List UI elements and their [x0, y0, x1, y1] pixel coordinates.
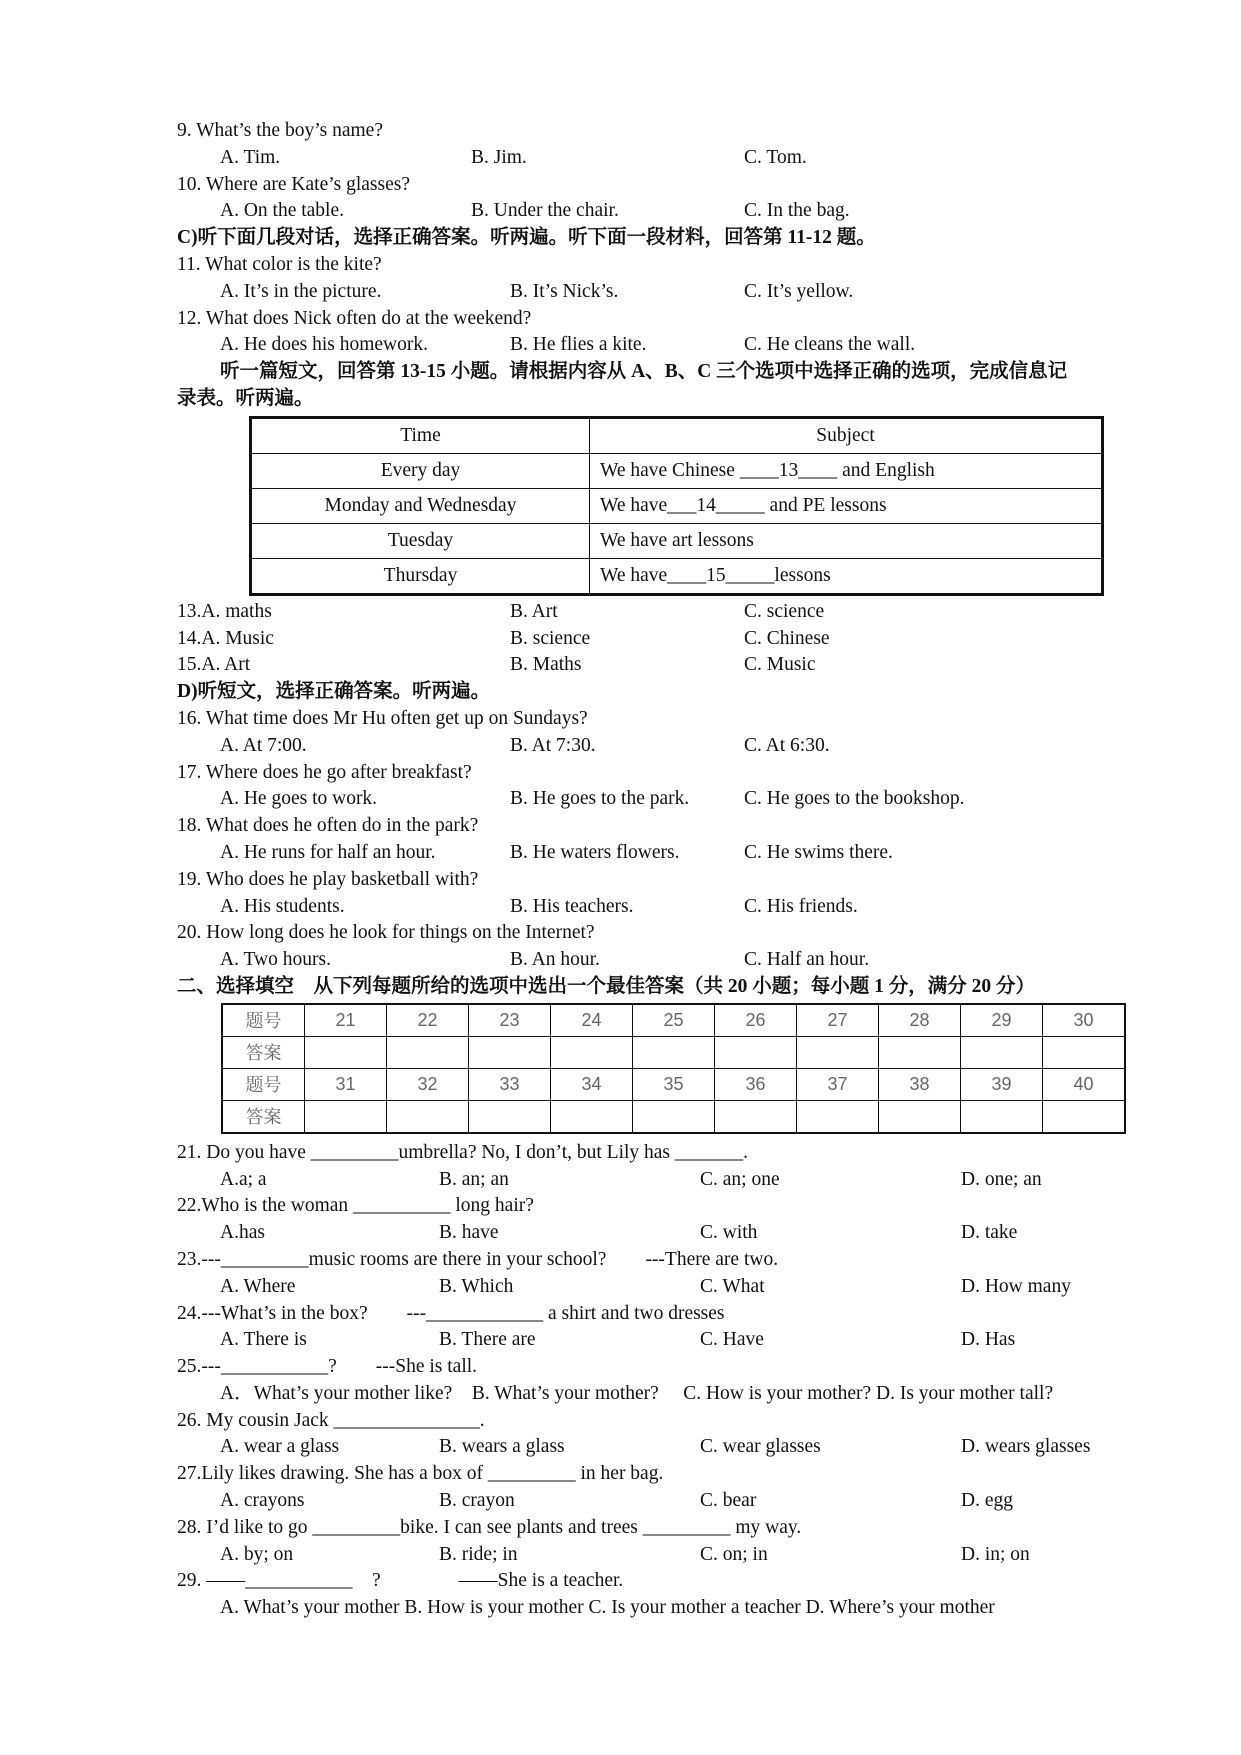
option-d: D. How many [961, 1275, 1071, 1297]
grid-answer-cell[interactable] [1043, 1036, 1126, 1068]
table-option-row [177, 652, 1177, 679]
option-a: A.a; a [220, 1168, 267, 1190]
grid-number-cell: 29 [961, 1004, 1043, 1037]
option-b: B. He goes to the park. [510, 788, 690, 810]
option-row [177, 840, 1177, 867]
grid-answer-cell[interactable] [797, 1100, 879, 1133]
question-stem: 19. Who does he play basketball with? [177, 868, 479, 890]
grid-number-cell: 28 [879, 1004, 961, 1037]
option-c: C. wear glasses [700, 1436, 821, 1458]
table-option-row [177, 599, 1177, 626]
time-cell: Monday and Wednesday [251, 488, 590, 523]
grid-answer-cell[interactable] [633, 1100, 715, 1133]
grid-answer-cell[interactable] [305, 1100, 387, 1133]
option-b: B. He flies a kite. [510, 334, 647, 356]
subject-cell: We have Chinese ____13____ and English [590, 453, 1103, 488]
question-stem: 18. What does he often do in the park? [177, 815, 479, 837]
answer-grid-number-row [222, 1068, 1125, 1100]
passage-heading-cont: 录表。听两遍。 [177, 387, 314, 409]
option-b: B. Which [439, 1275, 514, 1297]
time-cell: Tuesday [251, 523, 590, 558]
option-d: D. in; on [961, 1543, 1030, 1565]
table-option-a: 14.A. Music [177, 627, 274, 649]
option-row [177, 947, 1177, 974]
grid-answer-cell[interactable] [1043, 1100, 1126, 1133]
question-stem: 9. What’s the boy’s name? [177, 120, 383, 141]
option-c: C. Half an hour. [744, 949, 870, 971]
info-table-row [251, 523, 1103, 558]
answer-grid-answer-row [222, 1036, 1125, 1068]
grid-answer-cell[interactable] [633, 1036, 715, 1068]
grid-number-cell: 35 [633, 1068, 715, 1100]
option-a: A. crayons [220, 1490, 305, 1512]
option-row [177, 1274, 1177, 1301]
grid-number-cell: 22 [387, 1004, 469, 1037]
answer-grid [221, 1003, 1126, 1134]
grid-number-cell: 36 [715, 1068, 797, 1100]
question-stem: 16. What time does Mr Hu often get up on Sundays? [177, 707, 588, 729]
grid-number-cell: 33 [469, 1068, 551, 1100]
grid-number-cell: 37 [797, 1068, 879, 1100]
option-b: B. an; an [439, 1168, 509, 1190]
grid-answer-cell[interactable] [797, 1036, 879, 1068]
grid-number-cell: 23 [469, 1004, 551, 1037]
grid-label: 答案 [222, 1100, 305, 1133]
part2-heading: 二、选择填空 从下列每题所给的选项中选出一个最佳答案（共 20 小题；每小题 1 分，满分 20 分） [177, 975, 1036, 997]
grid-label: 题号 [222, 1004, 305, 1037]
option-b: B. He waters flowers. [510, 841, 680, 863]
option-a: A. He goes to work. [220, 788, 378, 810]
question-stem: 26. My cousin Jack _______________. [177, 1409, 485, 1431]
option-a: A. Two hours. [220, 949, 331, 971]
option-c: C. What [700, 1275, 765, 1297]
grid-answer-cell[interactable] [551, 1100, 633, 1133]
info-record-table [249, 416, 1104, 596]
grid-number-cell: 25 [633, 1004, 715, 1037]
option-row [177, 1434, 1177, 1461]
table-option-c: C. science [744, 600, 825, 622]
option-b: B. It’s Nick’s. [510, 280, 619, 302]
table-option-a: 13.A. maths [177, 600, 272, 622]
option-c: C. In the bag. [744, 200, 850, 222]
table-option-row [177, 626, 1177, 653]
option-a: A. He runs for half an hour. [220, 841, 436, 863]
question-stem: 25.---___________? ---She is tall. [177, 1356, 478, 1378]
question-stem: 23.---_________music rooms are there in your school? ---There are two. [177, 1248, 779, 1270]
option-b: B. crayon [439, 1490, 515, 1512]
option-b: B. Jim. [471, 146, 527, 168]
passage-heading: 听一篇短文，回答第 13-15 小题。请根据内容从 A、B、C 三个选项中选择正确的选项，完成信息记 [220, 361, 1068, 383]
option-d: D. wears glasses [961, 1436, 1091, 1458]
grid-number-cell: 32 [387, 1068, 469, 1100]
table-option-c: C. Music [744, 654, 816, 676]
option-a: A. Where [220, 1275, 296, 1297]
question-stem: 27.Lily likes drawing. She has a box of _________ in her bag. [177, 1463, 664, 1485]
option-c: C. on; in [700, 1543, 768, 1565]
question-stem: 11. What color is the kite? [177, 253, 382, 275]
option-c: C. He cleans the wall. [744, 334, 916, 356]
option-c: C. He goes to the bookshop. [744, 788, 965, 810]
table-option-b: B. Maths [510, 654, 582, 676]
table-option-c: C. Chinese [744, 627, 830, 649]
question-stem: 22.Who is the woman __________ long hair? [177, 1195, 534, 1217]
option-row [177, 1381, 1177, 1408]
grid-answer-cell[interactable] [469, 1100, 551, 1133]
option-c: C. with [700, 1222, 758, 1244]
grid-answer-cell[interactable] [387, 1036, 469, 1068]
option-row [177, 786, 1177, 813]
grid-number-cell: 24 [551, 1004, 633, 1037]
grid-number-cell: 39 [961, 1068, 1043, 1100]
grid-number-cell: 30 [1043, 1004, 1126, 1037]
multiple-choice-group [177, 1140, 1177, 1622]
grid-answer-cell[interactable] [387, 1100, 469, 1133]
grid-answer-cell[interactable] [879, 1036, 961, 1068]
option-c: C. It’s yellow. [744, 280, 854, 302]
section-c-heading: C)听下面几段对话，选择正确答案。听两遍。听下面一段材料，回答第 11-12 题。 [177, 227, 876, 249]
option-b: B. There are [439, 1329, 536, 1351]
option-line: A．What’s your mother like? B. What’s your mother? C. How is your mother? D. Is your mother tall? [220, 1382, 1054, 1404]
grid-number-cell: 31 [305, 1068, 387, 1100]
option-c: C. Have [700, 1329, 764, 1351]
option-c: C. He swims there. [744, 841, 893, 863]
question-stem: 24.---What’s in the box? ---____________ a shirt and two dresses [177, 1302, 725, 1324]
option-a: A. It’s in the picture. [220, 280, 382, 302]
grid-number-cell: 38 [879, 1068, 961, 1100]
subject-cell: We have art lessons [590, 523, 1103, 558]
option-a: A. There is [220, 1329, 307, 1351]
option-row [177, 894, 1177, 921]
time-cell: Thursday [251, 558, 590, 594]
table-option-a: 15.A. Art [177, 654, 251, 676]
subject-header: Subject [590, 417, 1103, 453]
question-stem: 28. I’d like to go _________bike. I can see plants and trees _________ my way. [177, 1516, 802, 1538]
option-d: D. one; an [961, 1168, 1042, 1190]
question-stem: 17. Where does he go after breakfast? [177, 761, 472, 783]
option-a: A. by; on [220, 1543, 294, 1565]
option-a: A. At 7:00. [220, 734, 307, 756]
option-row [177, 1220, 1177, 1247]
option-a: A. On the table. [220, 200, 345, 222]
grid-answer-cell[interactable] [305, 1036, 387, 1068]
grid-answer-cell[interactable] [961, 1100, 1043, 1133]
answer-grid-answer-row [222, 1100, 1125, 1133]
option-row [177, 198, 1177, 225]
listening-group-a [177, 118, 1177, 225]
option-b: B. Under the chair. [471, 200, 619, 222]
option-c: C. an; one [700, 1168, 780, 1190]
question-stem: 20. How long does he look for things on the Internet? [177, 922, 595, 944]
option-b: B. wears a glass [439, 1436, 565, 1458]
option-c: C. bear [700, 1490, 757, 1512]
time-header: Time [251, 417, 590, 453]
listening-group-d [177, 706, 1177, 974]
option-row [177, 733, 1177, 760]
grid-answer-cell[interactable] [961, 1036, 1043, 1068]
section-d-heading: D)听短文，选择正确答案。听两遍。 [177, 681, 491, 703]
answer-grid-number-row [222, 1004, 1125, 1037]
option-row [177, 145, 1177, 172]
info-table-row [251, 558, 1103, 594]
option-c: C. Tom. [744, 146, 807, 168]
option-row [177, 1327, 1177, 1354]
option-a: A. Tim. [220, 146, 281, 168]
option-b: B. His teachers. [510, 895, 634, 917]
grid-number-cell: 21 [305, 1004, 387, 1037]
info-table-header [251, 417, 1103, 453]
option-row [177, 1595, 1177, 1622]
option-a: A. He does his homework. [220, 334, 428, 356]
grid-label: 答案 [222, 1036, 305, 1068]
option-row [177, 1488, 1177, 1515]
grid-answer-cell[interactable] [469, 1036, 551, 1068]
grid-number-cell: 40 [1043, 1068, 1126, 1100]
listening-group-b [177, 252, 1177, 359]
option-row [177, 279, 1177, 306]
option-d: D. take [961, 1222, 1018, 1244]
time-cell: Every day [251, 453, 590, 488]
grid-label: 题号 [222, 1068, 305, 1100]
table-option-b: B. science [510, 627, 591, 649]
question-stem: 10. Where are Kate’s glasses? [177, 173, 411, 195]
option-a: A. wear a glass [220, 1436, 340, 1458]
subject-cell: We have___14_____ and PE lessons [590, 488, 1103, 523]
question-stem: 12. What does Nick often do at the weekend? [177, 307, 532, 329]
option-b: B. ride; in [439, 1543, 518, 1565]
option-row [177, 1167, 1177, 1194]
option-a: A.has [220, 1222, 265, 1244]
info-table-row [251, 488, 1103, 523]
option-d: D. Has [961, 1329, 1016, 1351]
question-stem: 29. ——___________ ? ——She is a teacher. [177, 1570, 624, 1592]
question-stem: 21. Do you have _________umbrella? No, I don’t, but Lily has _______. [177, 1141, 749, 1163]
grid-number-cell: 27 [797, 1004, 879, 1037]
grid-answer-cell[interactable] [551, 1036, 633, 1068]
option-b: B. have [439, 1222, 499, 1244]
option-b: B. At 7:30. [510, 734, 596, 756]
option-a: A. His students. [220, 895, 345, 917]
option-row [177, 332, 1177, 359]
table-option-b: B. Art [510, 600, 558, 622]
table-options [177, 599, 1177, 679]
grid-number-cell: 26 [715, 1004, 797, 1037]
exam-page [177, 118, 1177, 1622]
option-b: B. An hour. [510, 949, 600, 971]
subject-cell: We have____15_____lessons [590, 558, 1103, 594]
grid-answer-cell[interactable] [715, 1100, 797, 1133]
info-table-row [251, 453, 1103, 488]
option-line: A. What’s your mother B. How is your mother C. Is your mother a teacher D. Where’s your mother [220, 1597, 995, 1619]
grid-answer-cell[interactable] [879, 1100, 961, 1133]
grid-answer-cell[interactable] [715, 1036, 797, 1068]
option-c: C. His friends. [744, 895, 858, 917]
option-d: D. egg [961, 1490, 1013, 1512]
grid-number-cell: 34 [551, 1068, 633, 1100]
option-row [177, 1542, 1177, 1569]
option-c: C. At 6:30. [744, 734, 830, 756]
